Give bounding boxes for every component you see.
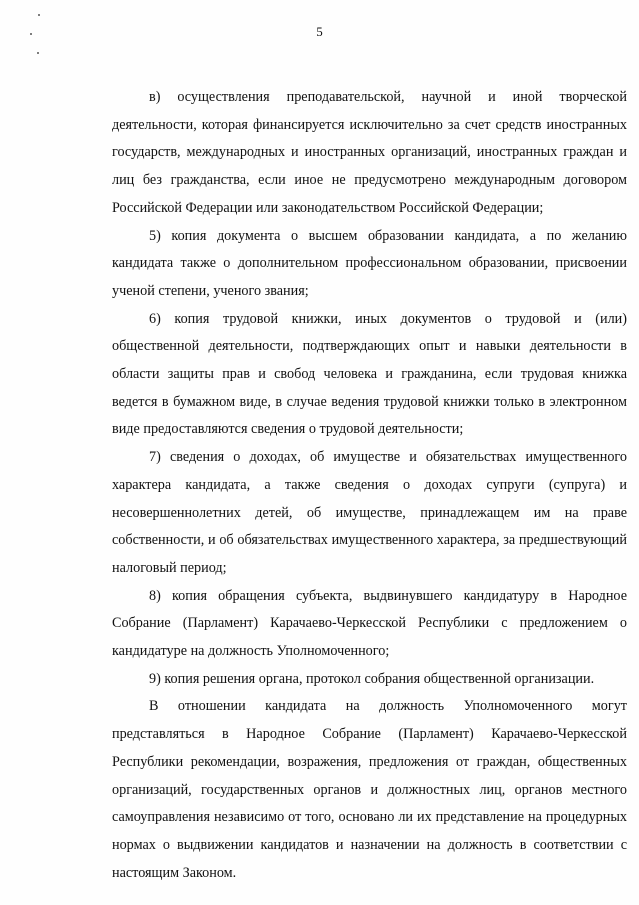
scan-speck (37, 52, 39, 54)
paragraph-item-7: 7) сведения о доходах, об имуществе и обязательствах имущественного характера кандидата, а также сведения о доходах супруги (супруга) и несовершеннолетних детей, об имуществе, принадлежащем им на праве собственности, и об обязательствах имущественного характера, за предшествующий налоговый период; (112, 449, 627, 576)
paragraph-item-v: в) осуществления преподавательской, научной и иной творческой деятельности, которая финансируется исключительно за счет средств иностранных государств, международных и иностранных организаций, иностранных граждан и лиц без гражданства, если иное не предусмотрено международным договором Российской Федерации или законодательством Российской Федерации; (112, 89, 627, 216)
paragraph-item-5: 5) копия документа о высшем образовании кандидата, а по желанию кандидата также о дополнительном профессиональном образовании, присвоении ученой степени, ученого звания; (112, 227, 627, 299)
paragraph-item-6: 6) копия трудовой книжки, иных документов о трудовой и (или) общественной деятельности, подтверждающих опыт и навыки деятельности в области защиты прав и свобод человека и гражданина, если трудовая книжка ведется в бумажном виде, в случае ведения трудовой книжки только в электронном виде предоставляются сведения о трудовой деятельности; (112, 310, 627, 438)
document-body (112, 84, 627, 887)
paragraph-recommendations: В отношении кандидата на должность Уполномоченного могут представляться в Народное Собрание (Парламент) Карачаево-Черкесской Республики рекомендации, возражения, предложения от граждан, общественных организаций, государственных органов и должностных лиц, органов местного самоуправления независимо от того, основано ли их представление на процедурных нормах о выдвижении кандидатов и назначении на должность в соответствии с настоящим Законом. (112, 698, 627, 881)
paragraph-item-8: 8) копия обращения субъекта, выдвинувшего кандидатуру в Народное Собрание (Парламент) Карачаево-Черкесской Республики с предложением о кандидатуре на должность Уполномоченного; (112, 587, 627, 660)
paragraph-item-9: 9) копия решения органа, протокол собрания общественной организации. (149, 670, 595, 687)
scan-speck (38, 14, 40, 16)
page-number: 5 (316, 24, 323, 39)
